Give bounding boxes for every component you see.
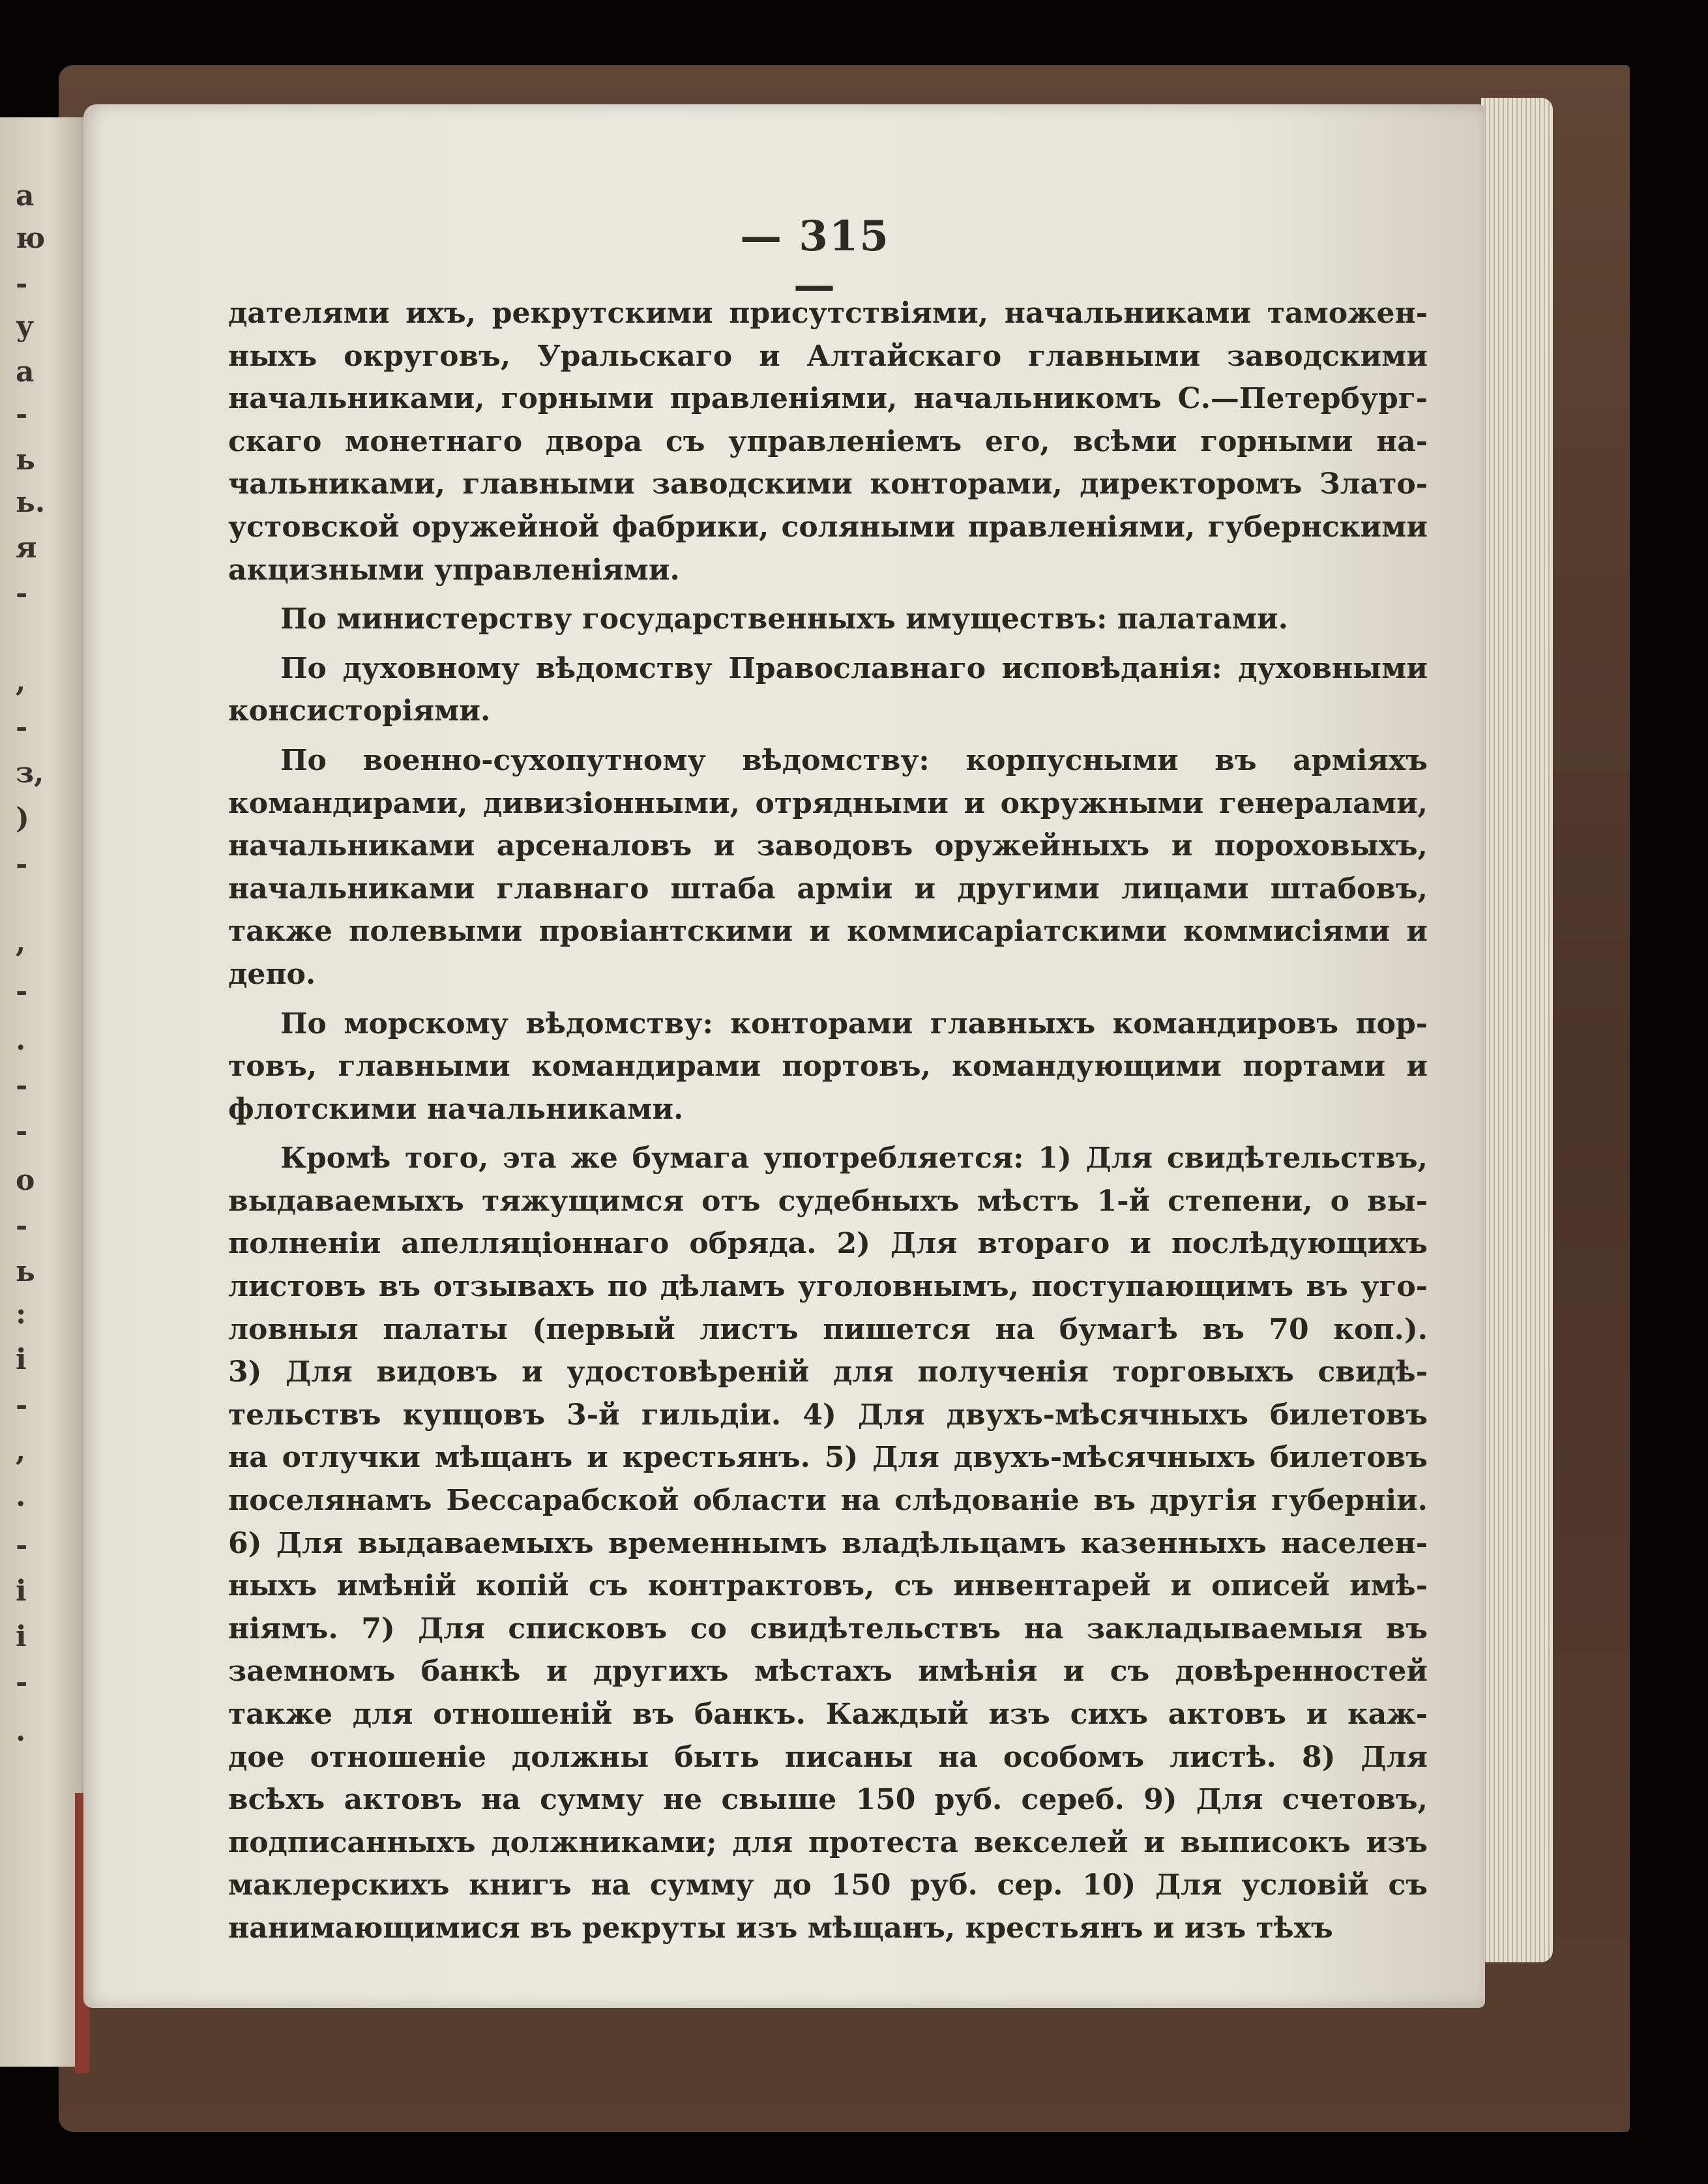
left-page-fragment: а bbox=[16, 179, 35, 213]
left-page-fragment: - bbox=[16, 975, 28, 1008]
left-page-fragment: - bbox=[16, 711, 28, 744]
text-line: Кромѣ того, эта же бумага употребляется: 1) Для свидѣтельствъ, bbox=[280, 1142, 1428, 1175]
page-stack-edges bbox=[1481, 98, 1553, 1962]
left-page-fragment: - bbox=[16, 1389, 28, 1422]
left-page-fragment: : bbox=[16, 1297, 27, 1331]
text-line: дое отношеніе должны быть писаны на особомъ листѣ. 8) Для bbox=[228, 1740, 1428, 1774]
left-page-fragment: , bbox=[16, 665, 26, 698]
paragraph bbox=[228, 647, 1428, 733]
left-page-fragment: , bbox=[16, 926, 26, 959]
left-page-fragment: . bbox=[16, 1024, 26, 1057]
left-page-fragment: , bbox=[16, 1434, 26, 1468]
text-line: поселянамъ Бессарабской области на слѣдованіе въ другія губерніи. bbox=[228, 1484, 1428, 1518]
text-line: устовской оружейной фабрики, соляными правленіями, губернскими bbox=[228, 510, 1428, 544]
left-page-fragment: - bbox=[16, 1529, 28, 1562]
text-line: депо. bbox=[228, 957, 316, 991]
text-line: 3) Для видовъ и удостовѣреній для полученія торговыхъ свидѣ- bbox=[228, 1355, 1428, 1389]
text-line: По министерству государственныхъ имуществъ: палатами. bbox=[280, 602, 1288, 636]
paragraph bbox=[228, 1003, 1428, 1131]
text-line: начальниками, горными правленіями, начальникомъ С.—Петербург- bbox=[228, 382, 1428, 416]
text-line: акцизными управленіями. bbox=[228, 553, 680, 587]
left-page-fragment: - bbox=[16, 398, 28, 431]
left-page-fragment: ь bbox=[16, 1255, 35, 1288]
left-page-fragment: . bbox=[16, 1715, 26, 1748]
left-page-fragment: з, bbox=[16, 756, 44, 789]
paragraph bbox=[228, 1137, 1428, 1949]
text-line: подписанныхъ должниками; для протеста векселей и выписокъ изъ bbox=[228, 1825, 1428, 1859]
text-line: ловныя палаты (первый листъ пишется на бумагѣ въ 70 коп.). bbox=[228, 1312, 1428, 1346]
text-line: ныхъ имѣній копій съ контрактовъ, съ инвентарей и описей имѣ- bbox=[228, 1569, 1428, 1603]
text-line: консисторіями. bbox=[228, 694, 491, 728]
text-line: заемномъ банкѣ и другихъ мѣстахъ имѣнія и съ довѣренностей bbox=[228, 1655, 1428, 1689]
left-page-fragment: і bbox=[16, 1574, 27, 1608]
text-line: маклерскихъ книгъ на сумму до 150 руб. сер. 10) Для условій съ bbox=[228, 1868, 1428, 1902]
text-line: также полевыми провіантскими и коммисаріатскими коммисіями и bbox=[228, 915, 1428, 949]
left-page-fragment: а bbox=[16, 355, 35, 389]
paragraph bbox=[228, 598, 1428, 641]
left-page-fragment: - bbox=[16, 1209, 28, 1243]
text-line: листовъ въ отзывахъ по дѣламъ уголовнымъ, поступающимъ въ уго- bbox=[228, 1270, 1428, 1304]
text-line: также для отношеній въ банкъ. Каждый изъ сихъ актовъ и каж- bbox=[228, 1698, 1428, 1731]
text-line: товъ, главными командирами портовъ, командующими портами и bbox=[228, 1050, 1428, 1084]
text-line: командирами, дивизіонными, отрядными и окружными генералами, bbox=[228, 786, 1428, 820]
text-line: По морскому вѣдомству: конторами главныхъ командировъ пор- bbox=[280, 1007, 1428, 1040]
left-page-fragment: ь. bbox=[16, 486, 46, 519]
left-page-fragment: - bbox=[16, 267, 28, 301]
left-page-fragment: і bbox=[16, 1343, 27, 1376]
text-line: полненіи апелляціоннаго обряда. 2) Для втораго и послѣдующихъ bbox=[228, 1227, 1428, 1261]
text-line: на отлучки мѣщанъ и крестьянъ. 5) Для двухъ-мѣсячныхъ билетовъ bbox=[228, 1441, 1428, 1475]
text-line: ныхъ округовъ, Уральскаго и Алтайскаго главными заводскими bbox=[228, 339, 1428, 373]
text-line: флотскими начальниками. bbox=[228, 1092, 684, 1126]
text-line: выдаваемыхъ тяжущимся отъ судебныхъ мѣстъ 1-й степени, о вы- bbox=[228, 1184, 1428, 1218]
left-page-fragment: - bbox=[16, 1115, 28, 1148]
text-line: тельствъ купцовъ 3-й гильдіи. 4) Для двухъ-мѣсячныхъ билетовъ bbox=[228, 1398, 1428, 1432]
left-page-fragment: . bbox=[16, 1480, 26, 1513]
left-page-fragment: я bbox=[16, 531, 37, 565]
left-page-fragment: ю bbox=[16, 222, 46, 255]
left-page-fragment: і bbox=[16, 1620, 27, 1653]
paragraph bbox=[228, 292, 1428, 591]
left-page-fragment: - bbox=[16, 577, 28, 610]
text-line: всѣхъ актовъ на сумму не свыше 150 руб. сереб. 9) Для счетовъ, bbox=[228, 1783, 1428, 1817]
text-line: нанимающимися въ рекруты изъ мѣщанъ, крестьянъ и изъ тѣхъ bbox=[228, 1911, 1333, 1945]
text-line: начальниками главнаго штаба арміи и другими лицами штабовъ, bbox=[228, 872, 1428, 906]
text-line: По духовному вѣдомству Православнаго исповѣданія: духовными bbox=[280, 651, 1428, 685]
text-line: чальниками, главными заводскими конторами, директоромъ Злато- bbox=[228, 467, 1428, 501]
text-line: 6) Для выдаваемыхъ временнымъ владѣльцамъ казенныхъ населен- bbox=[228, 1526, 1428, 1560]
left-page-fragment: - bbox=[16, 1069, 28, 1102]
left-page-fragment: - bbox=[16, 848, 28, 881]
left-page-fragment: у bbox=[16, 310, 35, 343]
text-line: начальниками арсеналовъ и заводовъ оружейныхъ и пороховыхъ, bbox=[228, 829, 1428, 863]
paragraph bbox=[228, 739, 1428, 996]
left-page-fragment: - bbox=[16, 1666, 28, 1699]
text-line: По военно-сухопутному вѣдомству: корпусными въ арміяхъ bbox=[280, 743, 1428, 777]
text-line: скаго монетнаго двора съ управленіемъ его, всѣми горными на- bbox=[228, 424, 1428, 458]
page-number: — 315 — bbox=[740, 212, 890, 310]
left-page-fragment: о bbox=[16, 1164, 35, 1197]
text-line: дателями ихъ, рекрутскими присутствіями, начальниками таможен- bbox=[228, 297, 1428, 330]
left-page-fragment: ь bbox=[16, 443, 35, 477]
text-line: ніямъ. 7) Для списковъ со свидѣтельствъ на закладываемыя въ bbox=[228, 1612, 1428, 1645]
page-body-text bbox=[228, 292, 1428, 1956]
left-page-edge bbox=[0, 117, 85, 2067]
left-page-fragment: ) bbox=[16, 802, 29, 835]
